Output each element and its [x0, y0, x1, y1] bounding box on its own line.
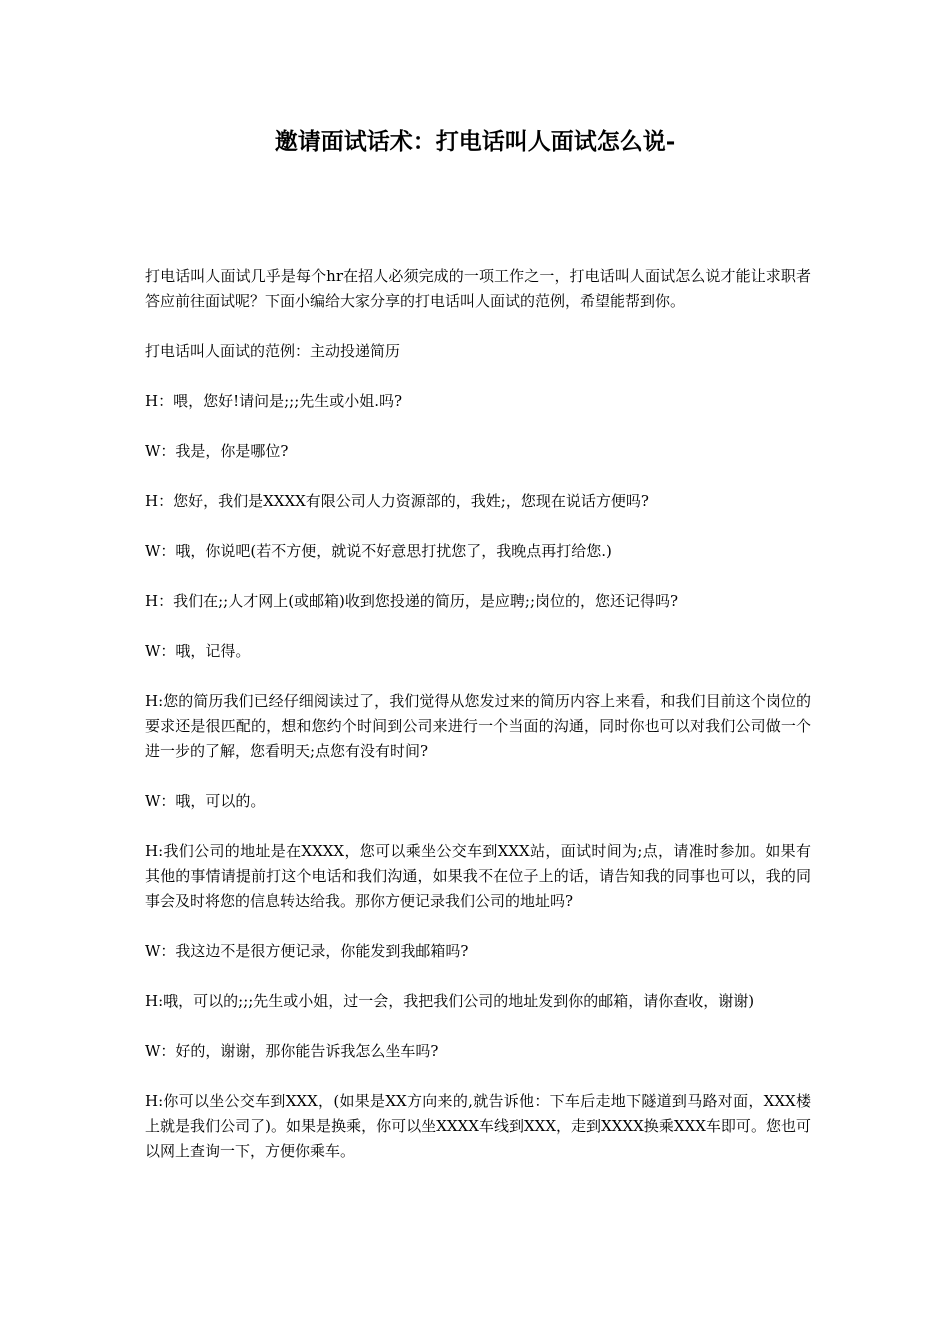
- dialogue-line: H:哦，可以的;;;先生或小姐，过一会，我把我们公司的地址发到你的邮箱，请你查收，谢谢): [145, 992, 755, 1010]
- dialogue-line: W：好的，谢谢，那你能告诉我怎么坐车吗?: [145, 1042, 439, 1060]
- paragraph-section-heading: 打电话叫人面试的范例：主动投递简历: [145, 342, 401, 360]
- dialogue-line: W：哦，记得。: [145, 642, 251, 660]
- dialogue-line: W：哦，你说吧(若不方便，就说不好意思打扰您了，我晚点再打给您.): [145, 542, 612, 560]
- dialogue-line: W：哦，可以的。: [145, 792, 266, 810]
- dialogue-line: H：我们在;;人才网上(或邮箱)收到您投递的简历，是应聘;;岗位的，您还记得吗?: [145, 592, 679, 610]
- dialogue-line: W：我是，你是哪位?: [145, 442, 289, 460]
- document-title: 邀请面试话术：打电话叫人面试怎么说-: [274, 128, 676, 155]
- dialogue-line: H:你可以坐公交车到XXX，(如果是XX方向来的,就告诉他：下车后走地下隧道到马路对面，XXX楼上就是我们公司了)。如果是换乘，你可以坐XXXX车线到XXX，走到XXXX换乘XXX车即可。您也可以网上查询一下，方便你乘车。: [145, 1092, 811, 1160]
- dialogue-line: W：我这边不是很方便记录，你能发到我邮箱吗?: [145, 942, 469, 960]
- dialogue-line: H：您好，我们是XXXX有限公司人力资源部的，我姓;，您现在说话方便吗?: [145, 492, 649, 510]
- document-body: [145, 264, 811, 1189]
- dialogue-line: H:我们公司的地址是在XXXX，您可以乘坐公交车到XXX站，面试时间为;点，请准时参加。如果有其他的事情请提前打这个电话和我们沟通，如果我不在位子上的话，请告知我的同事也可以，我的同事会及时将您的信息转达给我。那你方便记录我们公司的地址吗?: [145, 842, 811, 910]
- dialogue-line: H:您的简历我们已经仔细阅读过了，我们觉得从您发过来的简历内容上来看，和我们目前这个岗位的要求还是很匹配的，想和您约个时间到公司来进行一个当面的沟通，同时你也可以对我们公司做一个进一步的了解，您看明天;点您有没有时间?: [145, 692, 811, 760]
- paragraph-intro: 打电话叫人面试几乎是每个hr在招人必须完成的一项工作之一，打电话叫人面试怎么说才能让求职者答应前往面试呢？下面小编给大家分享的打电话叫人面试的范例，希望能帮到你。: [145, 267, 811, 310]
- dialogue-line: H：喂，您好!请问是;;;先生或小姐.吗?: [145, 392, 403, 410]
